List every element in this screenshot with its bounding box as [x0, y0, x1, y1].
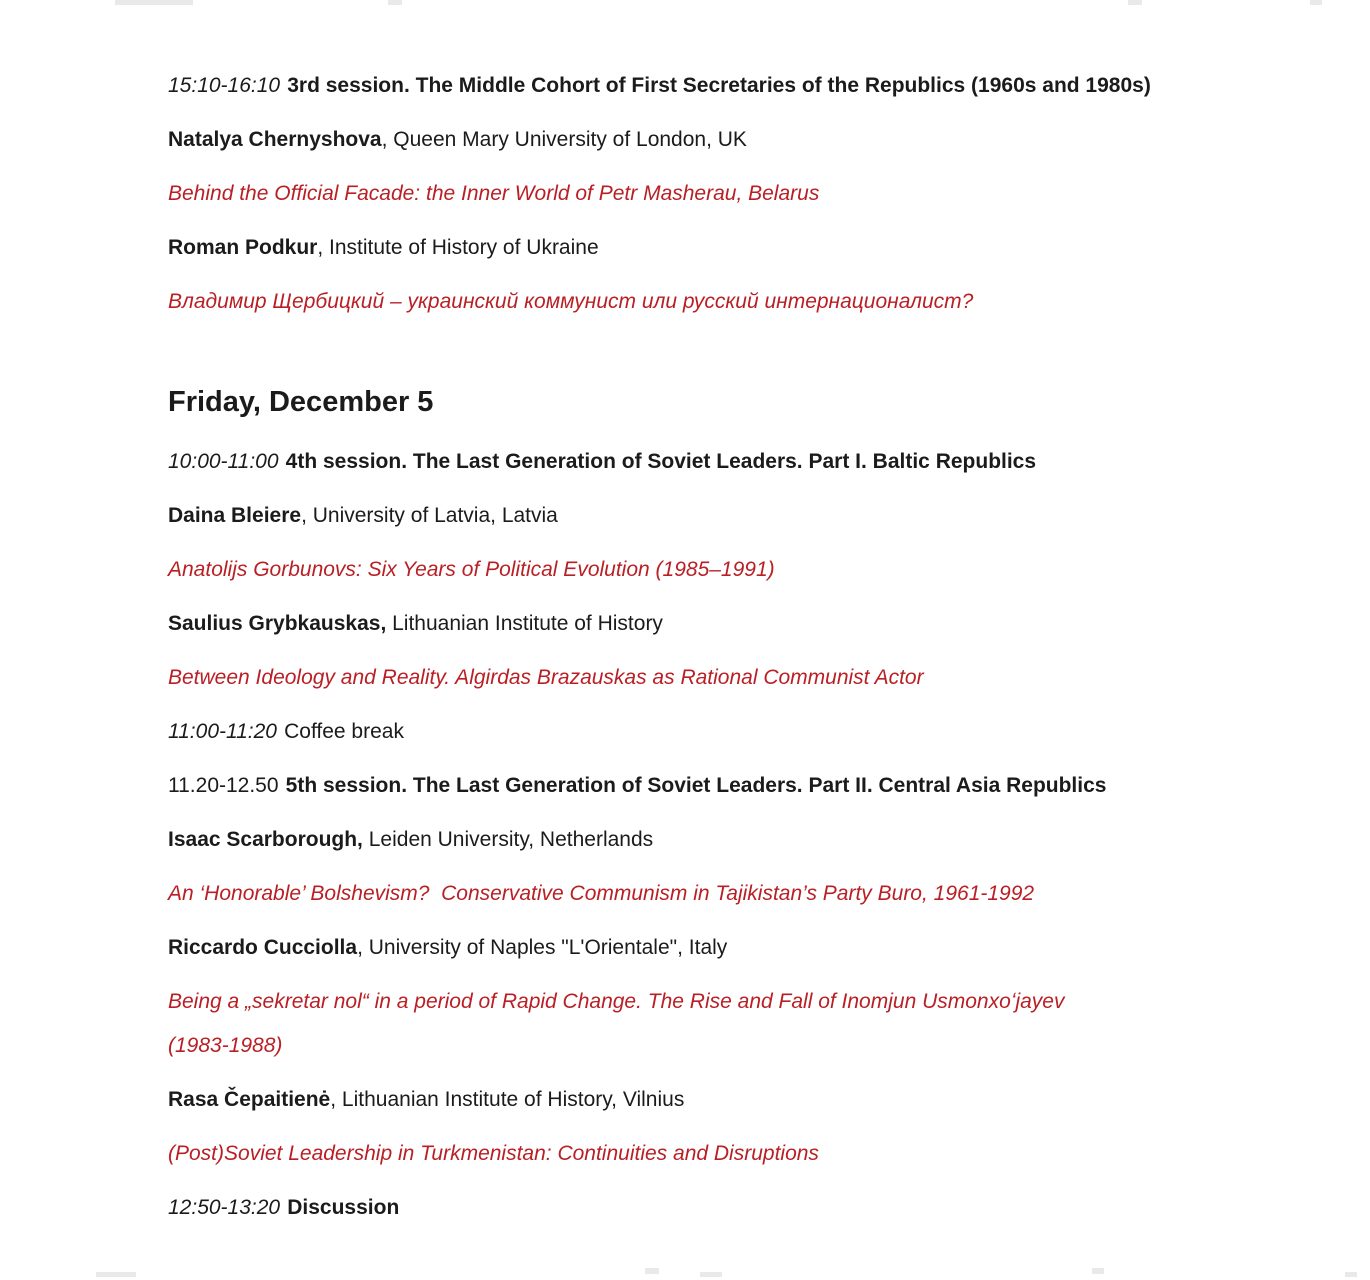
- scan-artifact: [1310, 0, 1322, 5]
- discussion-line: [168, 1186, 1328, 1230]
- speaker-affiliation: , University of Latvia, Latvia: [301, 504, 558, 527]
- session-3-time: 15:10-16:10: [168, 74, 281, 97]
- speaker-name: Natalya Chernyshova: [168, 128, 382, 151]
- session-4-line: [168, 440, 1328, 484]
- paper-title-shcherbytsky: Владимир Щербицкий – украинский коммунист или русский интернационалист?: [168, 290, 974, 313]
- paper-title-turkmenistan: (Post)Soviet Leadership in Turkmenistan: Continuities and Disruptions: [168, 1142, 819, 1165]
- speaker-name: Riccardo Cucciolla: [168, 936, 358, 959]
- speaker-line-podkur: [168, 226, 1328, 270]
- paper-title-masherau: Behind the Official Facade: the Inner World of Petr Masherau, Belarus: [168, 182, 820, 205]
- speaker-affiliation: Leiden University, Netherlands: [362, 828, 654, 851]
- day-heading-friday: Friday, December 5: [168, 386, 434, 418]
- speaker-affiliation: , Lithuanian Institute of History, Vilnius: [330, 1088, 685, 1111]
- paper-title-brazauskas: Between Ideology and Reality. Algirdas Brazauskas as Rational Communist Actor: [168, 666, 924, 689]
- scan-artifact: [645, 1268, 659, 1274]
- speaker-name: Roman Podkur: [168, 236, 318, 259]
- session-5-time: 11.20-12.50: [168, 774, 279, 797]
- paper-title-gorbunovs: Anatolijs Gorbunovs: Six Years of Political Evolution (1985–1991): [168, 558, 775, 581]
- speaker-affiliation: , Queen Mary University of London, UK: [381, 128, 747, 151]
- speaker-name: Daina Bleiere: [168, 504, 302, 527]
- speaker-name: Saulius Grybkauskas,: [168, 612, 387, 635]
- scan-artifact: [115, 0, 193, 5]
- coffee-break-line: [168, 710, 1328, 754]
- speaker-line-chernyshova: [168, 118, 1328, 162]
- speaker-line-grybkauskas: [168, 602, 1328, 646]
- session-5-title: 5th session. The Last Generation of Soviet Leaders. Part II. Central Asia Republics: [285, 774, 1107, 797]
- discussion-label: Discussion: [287, 1196, 400, 1219]
- discussion-time: 12:50-13:20: [168, 1196, 281, 1219]
- paper-title-line-1: Being a „sekretar nol“ in a period of Rapid Change. The Rise and Fall of Inomjun Usmonxoʻjayev: [168, 990, 1065, 1013]
- coffee-break-label: Coffee break: [284, 720, 404, 743]
- scan-artifact: [700, 1272, 722, 1277]
- session-4-title: 4th session. The Last Generation of Soviet Leaders. Part I. Baltic Republics: [285, 450, 1037, 473]
- conference-program: [168, 64, 1328, 1240]
- speaker-affiliation: , Institute of History of Ukraine: [317, 236, 599, 259]
- speaker-affiliation: , University of Naples "L'Orientale", Italy: [357, 936, 728, 959]
- session-5-line: [168, 764, 1328, 808]
- speaker-line-bleiere: [168, 494, 1328, 538]
- scan-artifact: [1092, 1268, 1104, 1274]
- speaker-name: Rasa Čepaitienė: [168, 1088, 331, 1111]
- session-3-line: [168, 64, 1328, 108]
- paper-title-tajikistan: An ‘Honorable’ Bolshevism? Conservative Communism in Tajikistan’s Party Buro, 1961-1992: [168, 882, 1035, 905]
- session-3-title: 3rd session. The Middle Cohort of First Secretaries of the Republics (1960s and 1980s): [287, 74, 1151, 97]
- speaker-name: Isaac Scarborough,: [168, 828, 363, 851]
- paper-title-line-2: (1983-1988): [168, 1034, 283, 1057]
- scan-artifact: [1345, 1272, 1357, 1277]
- paper-title-usmonxojayev: [168, 980, 1328, 1068]
- scan-artifact: [1128, 0, 1142, 5]
- speaker-line-cepaitiene: [168, 1078, 1328, 1122]
- session-4-time: 10:00-11:00: [168, 450, 279, 473]
- speaker-line-scarborough: [168, 818, 1328, 862]
- coffee-break-time: 11:00-11:20: [168, 720, 277, 743]
- scan-artifact: [96, 1272, 136, 1277]
- scan-artifact: [388, 0, 402, 5]
- speaker-line-cucciolla: [168, 926, 1328, 970]
- speaker-affiliation: Lithuanian Institute of History: [386, 612, 663, 635]
